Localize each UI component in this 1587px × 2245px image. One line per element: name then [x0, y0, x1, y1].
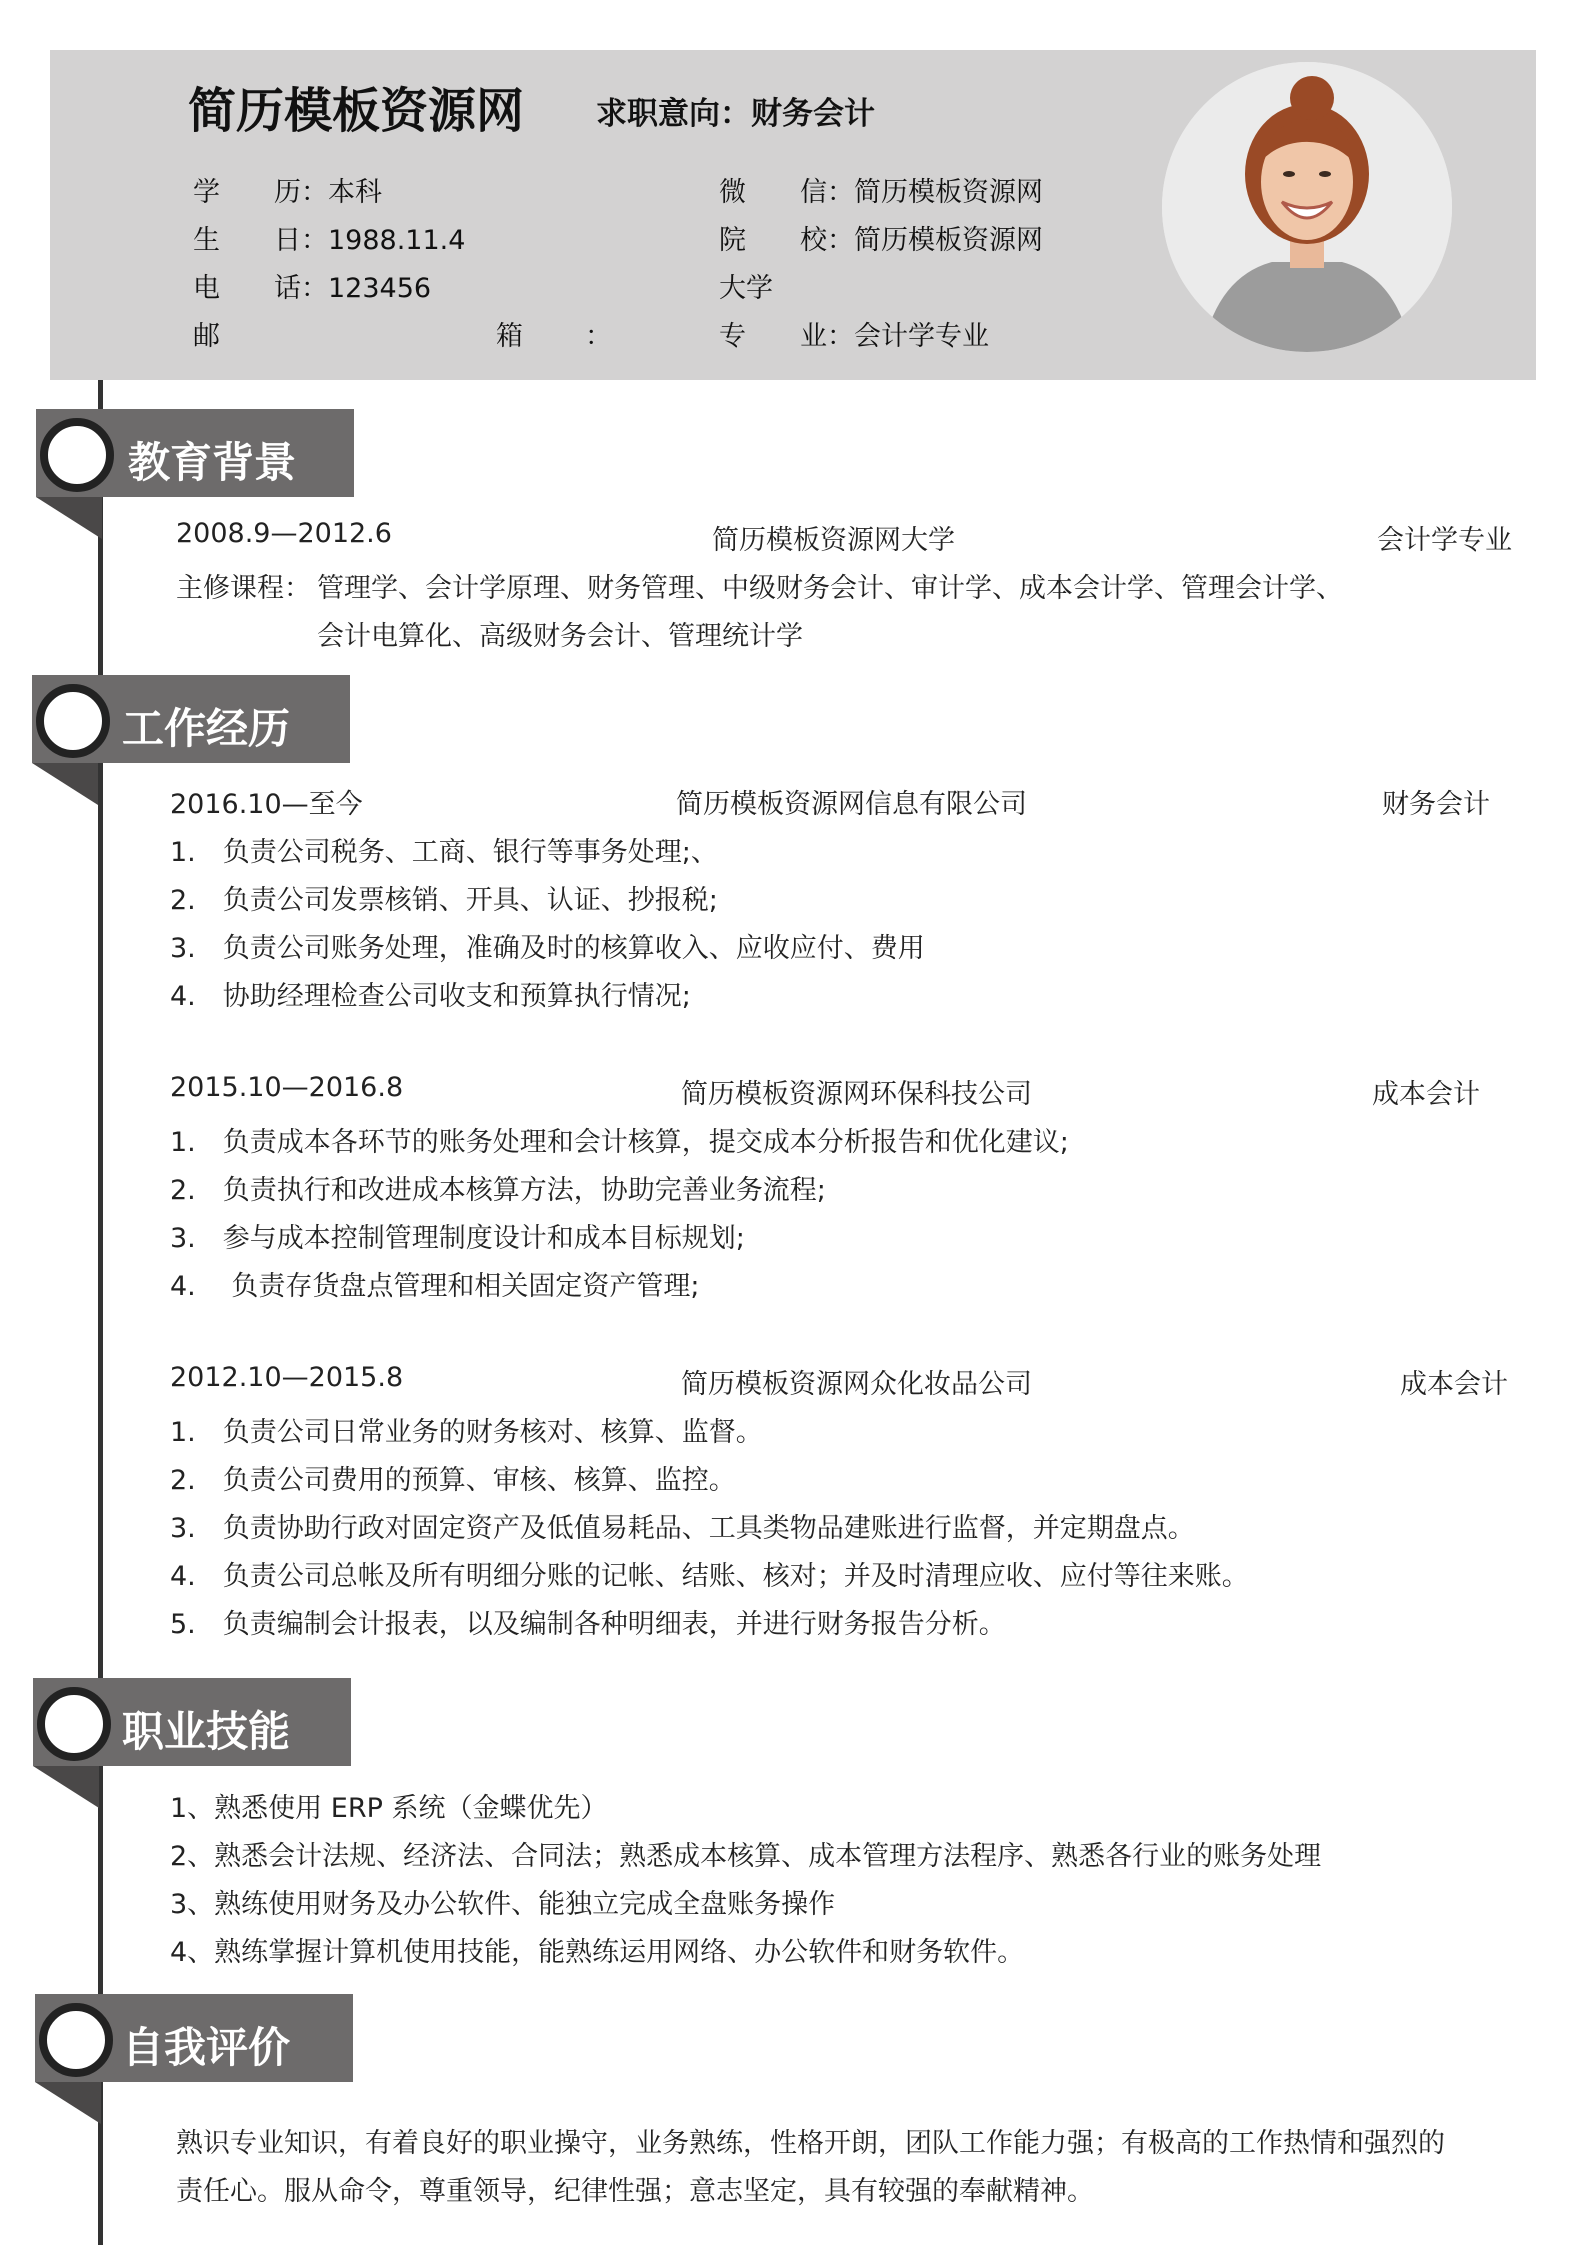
- job-duty: 4. 协助经理检查公司收支和预算执行情况;: [170, 981, 691, 1012]
- job-period: 2012.10—2015.8: [170, 1362, 404, 1393]
- section-circle-icon: [36, 684, 110, 758]
- job-duty: 1. 负责公司日常业务的财务核对、核算、监督。: [170, 1417, 763, 1448]
- education-school: 简历模板资源网大学: [712, 525, 955, 556]
- job-duty: 2. 负责公司发票核销、开具、认证、抄报税;: [170, 885, 718, 916]
- phone-value: 123456: [328, 273, 432, 304]
- job-duty: 4. 负责公司总帐及所有明细分账的记帐、结账、核对；并及时清理应收、应付等往来账。: [170, 1561, 1249, 1592]
- education-level-label: 学 历：: [193, 177, 328, 208]
- section-title: 自我评价: [122, 2023, 291, 2072]
- self-eval-line: 责任心。服从命令，尊重领导，纪律性强；意志坚定，具有较强的奉献精神。: [176, 2176, 1094, 2207]
- job-duty: 3. 负责公司账务处理，准确及时的核算收入、应收应付、费用: [170, 933, 925, 964]
- self-eval-line: 熟识专业知识，有着良好的职业操守，业务熟练，性格开朗，团队工作能力强；有极高的工作热情和强烈的: [176, 2128, 1445, 2159]
- job-period: 2015.10—2016.8: [170, 1072, 404, 1103]
- job-duty: 3. 参与成本控制管理制度设计和成本目标规划;: [170, 1223, 745, 1254]
- major: [719, 314, 989, 353]
- job-duty: 5. 负责编制会计报表，以及编制各种明细表，并进行财务报告分析。: [170, 1609, 1006, 1640]
- education-level: [193, 170, 382, 209]
- birthday: [193, 218, 465, 257]
- skill-item: 4、熟练掌握计算机使用技能，能熟练运用网络、办公软件和财务软件。: [170, 1937, 1025, 1968]
- skill-item: 2、熟悉会计法规、经济法、合同法；熟悉成本核算、成本管理方法程序、熟悉各行业的账务处理: [170, 1841, 1322, 1872]
- email-label-b: 箱: [496, 321, 523, 352]
- section-title: 工作经历: [122, 704, 291, 753]
- section-circle-icon: [40, 418, 114, 492]
- section-fold: [33, 1766, 99, 1808]
- skill-item: 3、熟练使用财务及办公软件、能独立完成全盘账务操作: [170, 1889, 836, 1920]
- email-label-a: 邮: [193, 321, 220, 352]
- wechat-label: 微 信：: [719, 177, 854, 208]
- section-fold: [32, 763, 98, 805]
- skill-item: 1、熟悉使用 ERP 系统（金蝶优先）: [170, 1793, 608, 1824]
- job-duty: 2. 负责公司费用的预算、审核、核算、监控。: [170, 1465, 736, 1496]
- job-duty: 3. 负责协助行政对固定资产及低值易耗品、工具类物品建账进行监督，并定期盘点。: [170, 1513, 1195, 1544]
- job-duty: 4. 负责存货盘点管理和相关固定资产管理;: [170, 1271, 700, 1302]
- job-duty: 1. 负责公司税务、工商、银行等事务处理;、: [170, 837, 718, 868]
- job-duty: 1. 负责成本各环节的账务处理和会计核算，提交成本分析报告和优化建议;: [170, 1127, 1069, 1158]
- section-circle-icon: [37, 1687, 111, 1761]
- school-value-continued: 大学: [719, 273, 773, 304]
- wechat-value: 简历模板资源网: [854, 177, 1043, 208]
- job-company: 简历模板资源网环保科技公司: [681, 1079, 1032, 1110]
- education-period: 2008.9—2012.6: [176, 518, 392, 549]
- phone: [193, 266, 431, 305]
- job-duty: 2. 负责执行和改进成本核算方法，协助完善业务流程;: [170, 1175, 826, 1206]
- section-fold: [36, 497, 102, 539]
- section-title: 教育背景: [128, 438, 297, 487]
- education-level-value: 本科: [328, 177, 382, 208]
- job-company: 简历模板资源网信息有限公司: [676, 789, 1027, 820]
- portrait-image: [1162, 62, 1452, 352]
- job-intent: 求职意向：财务会计: [596, 96, 875, 132]
- section-fold: [35, 2082, 101, 2124]
- birthday-value: 1988.11.4: [328, 225, 466, 256]
- email-label-c: ：: [585, 321, 612, 352]
- section-circle-icon: [39, 2003, 113, 2077]
- courses-line: 管理学、会计学原理、财务管理、中级财务会计、审计学、成本会计学、管理会计学、: [317, 573, 1343, 604]
- birthday-label: 生 日：: [193, 225, 328, 256]
- major-value: 会计学专业: [854, 321, 989, 352]
- courses-line: 会计电算化、高级财务会计、管理统计学: [317, 621, 803, 652]
- job-company: 简历模板资源网众化妆品公司: [681, 1369, 1032, 1400]
- school-value: 简历模板资源网: [854, 225, 1043, 256]
- candidate-name: 简历模板资源网: [188, 83, 525, 139]
- profile-photo: [1162, 62, 1452, 352]
- school-label: 院 校：: [719, 225, 854, 256]
- phone-label: 电 话：: [193, 273, 328, 304]
- job-position: 成本会计: [1372, 1079, 1480, 1110]
- job-position: 财务会计: [1382, 789, 1490, 820]
- job-period: 2016.10—至今: [170, 789, 363, 820]
- wechat: [719, 170, 1043, 209]
- education-major: 会计学专业: [1377, 525, 1512, 556]
- timeline-line: [98, 380, 103, 2245]
- section-title: 职业技能: [122, 1707, 291, 1756]
- job-position: 成本会计: [1400, 1369, 1508, 1400]
- courses-label: 主修课程：: [176, 573, 311, 604]
- major-label: 专 业：: [719, 321, 854, 352]
- school: [719, 218, 1043, 257]
